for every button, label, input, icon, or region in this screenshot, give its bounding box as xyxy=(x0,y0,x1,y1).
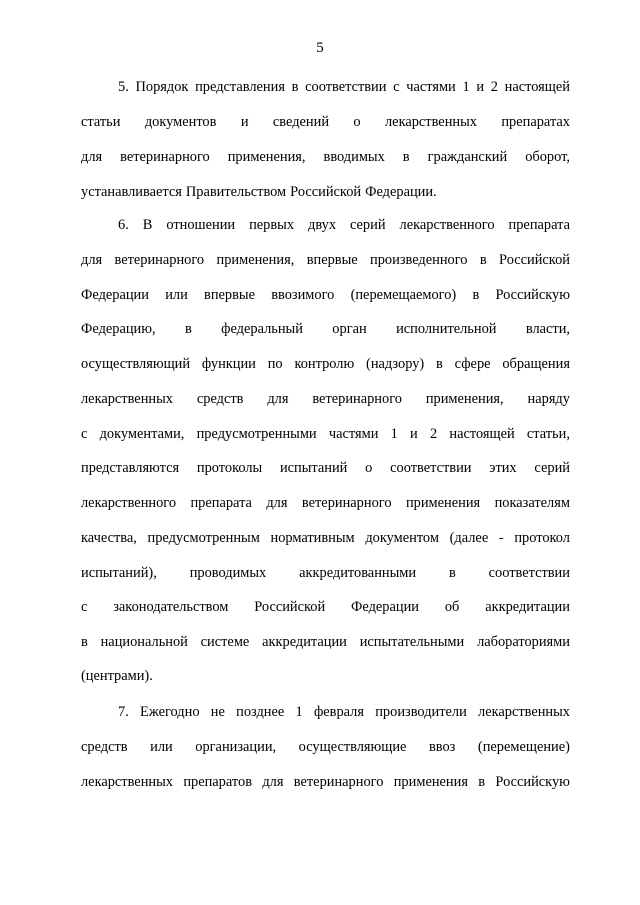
word: наряду xyxy=(527,391,570,407)
word: частями xyxy=(406,79,456,95)
word: Федерации. xyxy=(365,184,437,200)
word: средств xyxy=(81,739,128,755)
word: представляются xyxy=(81,460,180,476)
word: применения xyxy=(405,495,481,511)
word: (центрами). xyxy=(81,668,153,684)
text-line xyxy=(81,773,570,791)
word: первых xyxy=(249,217,295,233)
word: препаратах xyxy=(501,114,570,130)
word: или xyxy=(165,287,188,303)
word: применения, xyxy=(425,391,504,407)
word: средств xyxy=(196,391,244,407)
text-line xyxy=(81,598,570,616)
word: позднее xyxy=(236,704,285,720)
word: осуществляющий xyxy=(81,356,191,372)
word: Федерации xyxy=(351,599,419,615)
word: 7. xyxy=(118,704,129,720)
word: исполнительной xyxy=(396,321,497,337)
word: протокол xyxy=(514,530,570,546)
word: статьи, xyxy=(526,426,570,442)
word: представления xyxy=(195,79,285,95)
word: (надзору) xyxy=(366,356,425,372)
word: или xyxy=(150,739,173,755)
word: этих xyxy=(489,460,517,476)
word: документом xyxy=(365,530,439,546)
word: 5. xyxy=(118,79,129,95)
word: ввозимого xyxy=(271,287,335,303)
word: и xyxy=(476,79,485,95)
word: с xyxy=(81,599,88,615)
word: для xyxy=(266,495,288,511)
word: ввоз xyxy=(429,739,456,755)
word: соответствии xyxy=(305,79,387,95)
word: для xyxy=(81,149,103,165)
word: препарата xyxy=(508,217,570,233)
word: контролю xyxy=(294,356,355,372)
word: не xyxy=(210,704,225,720)
word: документов xyxy=(144,114,217,130)
word: о xyxy=(365,460,373,476)
word: Российскую xyxy=(495,287,570,303)
word: февраля xyxy=(313,704,364,720)
word: производители xyxy=(375,704,467,720)
word: серий xyxy=(349,217,386,233)
word: орган xyxy=(332,321,367,337)
word: настоящей xyxy=(504,79,570,95)
word: аккредитации xyxy=(262,634,347,650)
word: частями xyxy=(328,426,379,442)
word: документами, xyxy=(99,426,185,442)
text-line xyxy=(81,148,570,166)
word: в xyxy=(478,774,486,790)
word: показателям xyxy=(494,495,570,511)
word: Федерации xyxy=(81,287,149,303)
text-line xyxy=(81,425,570,443)
word: применения xyxy=(393,774,468,790)
word: соответствии xyxy=(390,460,472,476)
word: для xyxy=(81,252,103,268)
word: лекарственного xyxy=(81,495,177,511)
word: и xyxy=(240,114,249,130)
word: аккредитации xyxy=(485,599,570,615)
text-line xyxy=(81,251,570,269)
word: осуществляющие xyxy=(298,739,407,755)
text-line xyxy=(81,390,570,408)
word: испытательными xyxy=(359,634,465,650)
word: испытаний xyxy=(279,460,348,476)
word: Правительством xyxy=(185,184,287,200)
word: гражданский xyxy=(427,149,508,165)
word: ветеринарного xyxy=(312,391,402,407)
word: с xyxy=(81,426,88,442)
word: - xyxy=(498,530,504,546)
word: применения, xyxy=(216,252,295,268)
text-line xyxy=(118,216,570,234)
word: в xyxy=(402,149,410,165)
word: В xyxy=(142,217,153,233)
word: законодательством xyxy=(113,599,229,615)
word: в xyxy=(472,287,480,303)
word: лекарственных xyxy=(478,704,570,720)
word: в xyxy=(479,252,487,268)
word: нормативным xyxy=(270,530,355,546)
word: ветеринарного xyxy=(114,252,205,268)
text-line xyxy=(81,529,570,547)
word: Порядок xyxy=(135,79,189,95)
text-line xyxy=(81,113,570,131)
word: вводимых xyxy=(323,149,385,165)
word: функции xyxy=(201,356,256,372)
word: 1 xyxy=(295,704,303,720)
word: ветеринарного xyxy=(293,774,384,790)
word: произведенного xyxy=(370,252,468,268)
word: лекарственного xyxy=(399,217,495,233)
word: организации, xyxy=(195,739,277,755)
word: (далее xyxy=(449,530,489,546)
word: в xyxy=(81,634,88,650)
word: 6. xyxy=(118,217,129,233)
word: лекарственных xyxy=(81,391,173,407)
word: 1 xyxy=(462,79,470,95)
word: впервые xyxy=(204,287,255,303)
text-line xyxy=(81,286,570,304)
word: Российскую xyxy=(495,774,570,790)
word: лекарственных xyxy=(81,774,173,790)
word: аккредитованными xyxy=(299,565,417,581)
word: применения, xyxy=(227,149,306,165)
word: ветеринарного xyxy=(120,149,210,165)
word: препаратов xyxy=(183,774,252,790)
word: для xyxy=(262,774,284,790)
word: устанавливается xyxy=(81,184,182,200)
word: о xyxy=(353,114,361,130)
word: статьи xyxy=(81,114,121,130)
word: национальной xyxy=(100,634,188,650)
text-line xyxy=(81,738,570,756)
word: серий xyxy=(534,460,570,476)
text-line xyxy=(81,320,570,338)
text-line xyxy=(81,355,570,373)
text-line xyxy=(81,459,570,477)
word: лекарственных xyxy=(385,114,477,130)
word: в xyxy=(184,321,192,337)
word: качества, xyxy=(81,530,137,546)
word: 2 xyxy=(490,79,498,95)
word: предусмотренными xyxy=(196,426,317,442)
word: оборот, xyxy=(525,149,570,165)
text-line xyxy=(118,703,570,721)
word: ветеринарного xyxy=(301,495,392,511)
word: сведений xyxy=(272,114,330,130)
word: препарата xyxy=(190,495,252,511)
word: настоящей xyxy=(449,426,515,442)
word: проводимых xyxy=(189,565,267,581)
word: системе xyxy=(200,634,250,650)
text-line xyxy=(81,633,570,651)
word: впервые xyxy=(306,252,358,268)
word: Ежегодно xyxy=(140,704,200,720)
text-line xyxy=(81,183,570,201)
text-line xyxy=(81,667,570,685)
word: об xyxy=(444,599,460,615)
word: Российской xyxy=(499,252,570,268)
word: 2 xyxy=(429,426,438,442)
word: обращения xyxy=(502,356,570,372)
word: двух xyxy=(308,217,337,233)
word: предусмотренным xyxy=(147,530,260,546)
word: для xyxy=(267,391,289,407)
page-number: 5 xyxy=(316,40,324,56)
word: в xyxy=(436,356,443,372)
word: в xyxy=(291,79,299,95)
word: 1 xyxy=(390,426,398,442)
word: испытаний), xyxy=(81,565,157,581)
word: в xyxy=(448,565,456,581)
word: с xyxy=(393,79,400,95)
word: отношении xyxy=(166,217,236,233)
text-line xyxy=(81,494,570,512)
word: протоколы xyxy=(196,460,263,476)
word: Российской xyxy=(290,184,362,200)
text-line xyxy=(118,78,570,96)
word: Федерацию, xyxy=(81,321,156,337)
word: Российской xyxy=(254,599,326,615)
word: сфере xyxy=(454,356,491,372)
text-line xyxy=(81,564,570,582)
word: федеральный xyxy=(221,321,303,337)
word: (перемещаемого) xyxy=(350,287,457,303)
word: по xyxy=(267,356,283,372)
word: и xyxy=(410,426,418,442)
word: власти, xyxy=(525,321,570,337)
word: лабораториями xyxy=(477,634,570,650)
word: соответствии xyxy=(488,565,570,581)
word: (перемещение) xyxy=(477,739,570,755)
